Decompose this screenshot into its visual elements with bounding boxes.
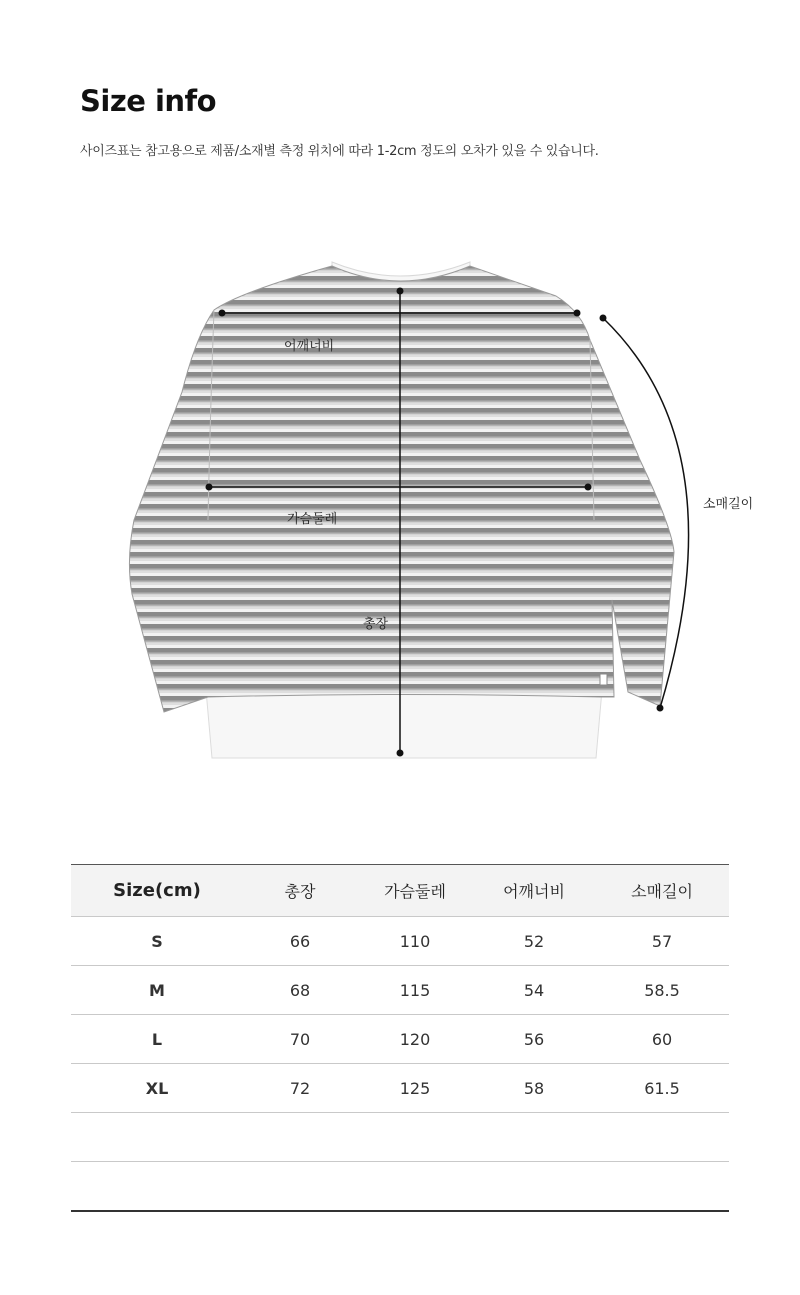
table-row xyxy=(71,1064,729,1113)
length-cell: 68 xyxy=(243,966,357,1015)
table-row xyxy=(71,1162,729,1212)
sleeve-cell: 61.5 xyxy=(595,1064,729,1113)
chest-cell xyxy=(357,1113,473,1162)
size-cell xyxy=(71,1162,243,1212)
header-shoulder: 어깨너비 xyxy=(473,865,595,917)
shoulder-cell: 58 xyxy=(473,1064,595,1113)
header-chest: 가슴둘레 xyxy=(357,865,473,917)
length-cell xyxy=(243,1113,357,1162)
length-cell: 72 xyxy=(243,1064,357,1113)
size-table xyxy=(71,864,729,1212)
size-cell: S xyxy=(71,917,243,966)
table-header-row xyxy=(71,865,729,917)
size-cell: M xyxy=(71,966,243,1015)
chest-label: 가슴둘레 xyxy=(287,512,338,527)
length-dot-bottom xyxy=(397,750,404,757)
chest-dot-right xyxy=(585,484,592,491)
shoulder-cell: 54 xyxy=(473,966,595,1015)
shoulder-cell xyxy=(473,1113,595,1162)
size-cell: XL xyxy=(71,1064,243,1113)
sleeve-label: 소매길이 xyxy=(703,497,754,512)
length-cell: 70 xyxy=(243,1015,357,1064)
shoulder-dot-right xyxy=(574,310,581,317)
sleeve-cell xyxy=(595,1113,729,1162)
length-cell: 66 xyxy=(243,917,357,966)
sleeve-cell: 57 xyxy=(595,917,729,966)
table-row xyxy=(71,1015,729,1064)
table-row xyxy=(71,1113,729,1162)
sweatshirt-illustration xyxy=(129,262,674,758)
shoulder-cell: 56 xyxy=(473,1015,595,1064)
shoulder-dot-left xyxy=(219,310,226,317)
length-dot-top xyxy=(397,288,404,295)
length-label: 총장 xyxy=(363,617,389,632)
chest-cell xyxy=(357,1162,473,1212)
sleeve-cell: 58.5 xyxy=(595,966,729,1015)
size-cell xyxy=(71,1113,243,1162)
shoulder-label: 어깨너비 xyxy=(284,339,335,354)
header-length: 총장 xyxy=(243,865,357,917)
sleeve-cell xyxy=(595,1162,729,1212)
brand-tag xyxy=(600,674,607,685)
chest-cell: 115 xyxy=(357,966,473,1015)
shoulder-cell: 52 xyxy=(473,917,595,966)
header-sleeve: 소매길이 xyxy=(595,865,729,917)
hem-layer xyxy=(206,690,602,758)
header-size: Size(cm) xyxy=(71,865,243,917)
chest-dot-left xyxy=(206,484,213,491)
size-cell: L xyxy=(71,1015,243,1064)
table-row xyxy=(71,917,729,966)
sleeve-dot-top xyxy=(600,315,607,322)
chest-cell: 125 xyxy=(357,1064,473,1113)
size-disclaimer: 사이즈표는 참고용으로 제품/소재별 측정 위치에 따라 1-2cm 정도의 오차가 있을 수 있습니다. xyxy=(80,144,599,159)
sleeve-dot-bottom xyxy=(657,705,664,712)
page-title: Size info xyxy=(80,84,217,118)
length-cell xyxy=(243,1162,357,1212)
shoulder-cell xyxy=(473,1162,595,1212)
table-row xyxy=(71,966,729,1015)
sleeve-cell: 60 xyxy=(595,1015,729,1064)
chest-cell: 110 xyxy=(357,917,473,966)
chest-cell: 120 xyxy=(357,1015,473,1064)
